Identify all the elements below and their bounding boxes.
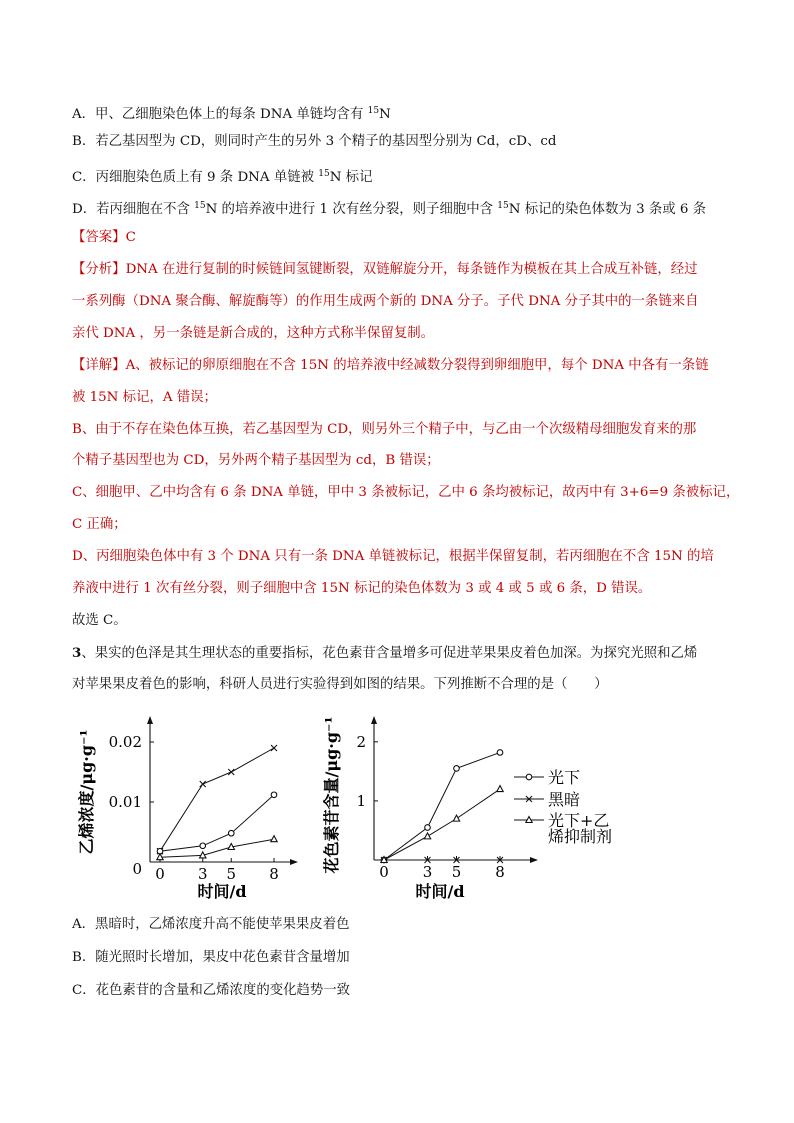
detail-line-5: C、细胞甲、乙中均含有 6 条 DNA 单链，甲中 3 条被标记，乙中 6 条均被标记，故丙中有 3+6=9 条被标记， <box>72 485 740 500</box>
chart2-legend-label-2: 光下+乙 <box>548 811 610 830</box>
detail-tag: 【详解】 <box>72 358 126 373</box>
detail-line-8: 养液中进行 1 次有丝分裂，则子细胞中含 15N 标记的染色体数为 3 或 4 或 5 或 6 条，D 错误。 <box>72 581 652 596</box>
chart1-series-0-point <box>271 745 277 751</box>
option-3b: B．随光照时长增加，果皮中花色素苷含量增加 <box>72 950 350 965</box>
chart1-x-tick-label: 8 <box>269 865 279 883</box>
detail-conclusion: 故选 C。 <box>72 613 127 628</box>
detail-line-1: 【详解】A、被标记的卵原细胞在不含 15N 的培养液中经减数分裂得到卵细胞甲，每个 DNA 中各有一条链 <box>72 358 709 373</box>
chart2-x-axis-label: 时间/d <box>415 882 465 901</box>
chart2-series-2-line <box>384 789 500 860</box>
analysis-line-2: 一系列酶（DNA 聚合酶、解旋酶等）的作用生成两个新的 DNA 分子。子代 DNA 分子其中的一条链来自 <box>72 294 699 309</box>
option-3a: A．黑暗时，乙烯浓度升高不能使苹果果皮着色 <box>72 917 350 932</box>
question3-line-1: 3、果实的色泽是其生理状态的重要指标，花色素苷含量增多可促进苹果果皮着色加深。为探究光照和乙烯 <box>72 645 698 661</box>
chart1-x-tick-label: 0 <box>155 865 165 883</box>
chart2-x-tick-label: 8 <box>495 863 505 881</box>
answer-tag: 【答案】 <box>72 230 126 245</box>
anthocyanin-chart <box>322 700 632 905</box>
detail-line-6: C 正确； <box>72 517 127 532</box>
ethylene-chart <box>72 700 308 905</box>
chart2-legend-label-1: 黑暗 <box>548 790 581 809</box>
chart1-y-axis-label: 乙烯浓度/μg·g⁻¹ <box>77 729 96 855</box>
chart2-x-tick-label: 3 <box>422 863 433 881</box>
chart2-y-arrow <box>371 716 377 724</box>
detail-line-2: 被 15N 标记，A 错误； <box>72 390 217 405</box>
option-2b: B．若乙基因型为 CD，则同时产生的另外 3 个精子的基因型分别为 Cd，cD、cd <box>72 134 557 149</box>
option-2a: A．甲、乙细胞染色体上的每条 DNA 单链均含有 $^{15}$N <box>72 106 391 122</box>
detail-line-4: 个精子基因型也为 CD，另外两个精子基因型为 cd，B 错误； <box>72 453 440 468</box>
chart1-series-0-point <box>200 781 206 787</box>
chart1-series-2-point <box>271 836 277 842</box>
chart2-legend-label-3: 烯抑制剂 <box>548 827 613 846</box>
chart1-series-2-line <box>160 839 274 857</box>
chart1-y-tick-label: 0.02 <box>108 733 142 751</box>
chart1-y-tick-label: 0 <box>132 860 142 878</box>
chart1-y-arrow <box>147 716 153 724</box>
chart1-series-1-point <box>200 843 206 849</box>
detail-line-7: D、丙细胞染色体中有 3 个 DNA 只有一条 DNA 单链被标记，根据半保留复制，若丙细胞在不含 15N 的培 <box>72 549 714 564</box>
chart2-series-0-point <box>497 750 503 756</box>
chart1-x-arrow <box>290 859 298 865</box>
analysis-line-3: 亲代 DNA ，另一条链是新合成的，这种方式称半保留复制。 <box>72 326 435 341</box>
question3-number: 3 <box>72 645 82 661</box>
chart1-x-axis-label: 时间/d <box>197 882 247 901</box>
chart2-legend <box>514 768 612 846</box>
chart1-series-1-point <box>228 830 234 836</box>
chart2-series-2-point <box>424 833 430 839</box>
chart1-x-tick-label: 3 <box>197 865 208 883</box>
chart2-series-2-point <box>497 786 503 792</box>
chart1-x-tick-label: 5 <box>226 865 237 883</box>
chart1-series-0-point <box>228 769 234 775</box>
chart2-y-tick-label: 2 <box>356 732 366 751</box>
chart2-legend-label-0: 光下 <box>548 768 581 787</box>
detail-line-3: B、由于不存在染色体互换，若乙基因型为 CD，则另外三个精子中，与乙由一个次级精母细胞发育来的那 <box>72 422 697 437</box>
option-2d: D．若丙细胞在不含 $^{15}$N 的培养液中进行 1 次有丝分裂，则子细胞中含 $^{15}$N 标记的染色体数为 3 条或 6 条 <box>72 201 707 217</box>
chart2-series-2-point <box>453 815 459 821</box>
chart2-y-tick-label: 1 <box>356 791 366 810</box>
chart1-series-1-point <box>271 792 277 798</box>
chart2-x-tick-label: 0 <box>379 863 389 881</box>
chart2-series-0-point <box>425 825 431 831</box>
analysis-tag: 【分析】 <box>72 262 126 277</box>
chart1-y-tick-label: 0.01 <box>108 793 142 811</box>
chart2-x-arrow <box>530 857 538 863</box>
chart2-y-axis-label: 花色素苷含量/μg·g⁻¹ <box>322 716 341 874</box>
chart2-x-tick-label: 5 <box>451 863 462 881</box>
analysis-line-1: 【分析】DNA 在进行复制的时候链间氢键断裂，双链解旋分开，每条链作为模板在其上合成互补链，经过 <box>72 262 698 277</box>
chart2-series-0-line <box>384 752 500 860</box>
chart2-series-0-point <box>454 766 460 772</box>
answer-line <box>72 228 136 248</box>
chart1-series-0-line <box>160 748 274 851</box>
chart2-legend-marker-0 <box>526 774 532 780</box>
question3-line-2: 对苹果果皮着色的影响，科研人员进行实验得到如图的结果。下列推断不合理的是（ ） <box>72 677 608 692</box>
answer-value: C <box>125 230 136 245</box>
option-2c: C．丙细胞染色质上有 9 条 DNA 单链被 $^{15}$N 标记 <box>72 169 373 185</box>
option-3c: C．花色素苷的含量和乙烯浓度的变化趋势一致 <box>72 983 351 998</box>
